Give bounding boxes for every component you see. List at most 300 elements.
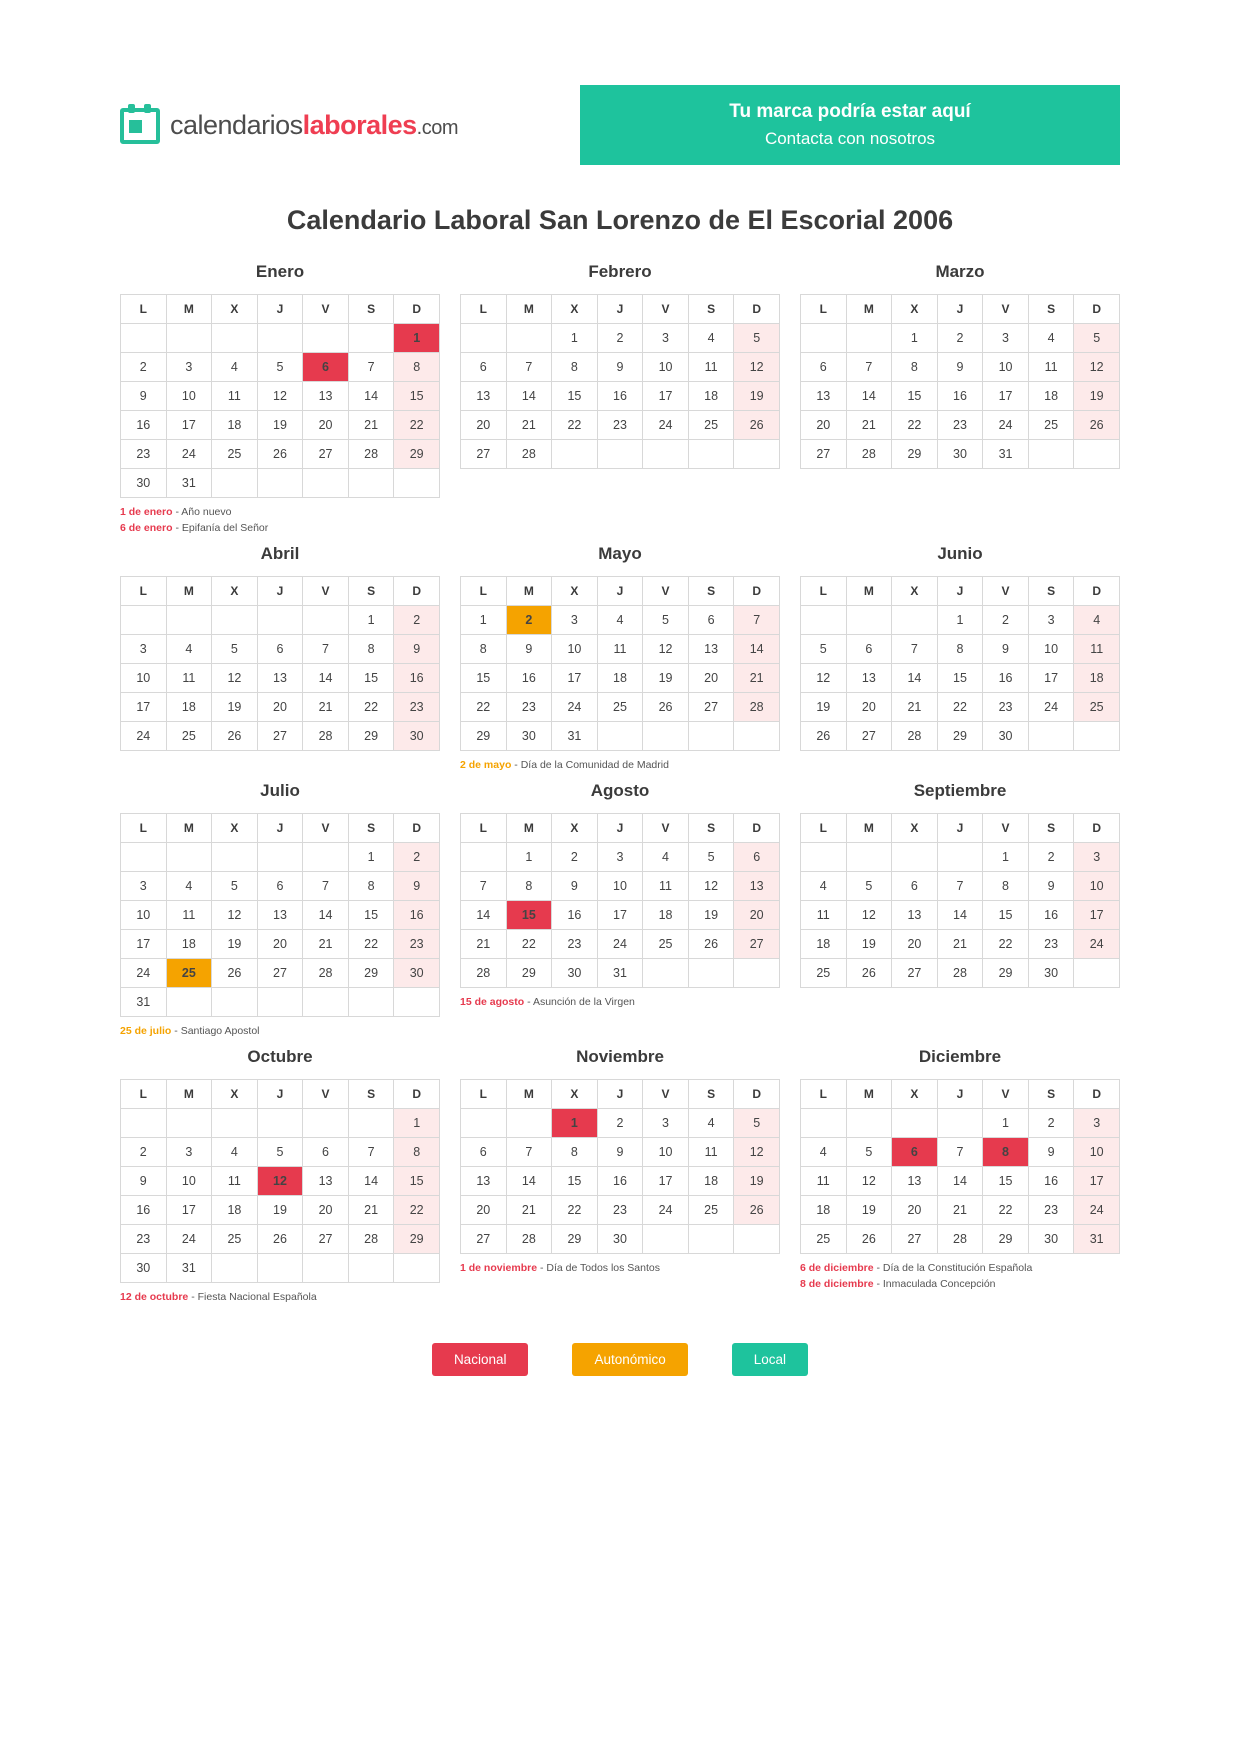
weekday-header: D (734, 1080, 780, 1109)
day-cell: 7 (937, 872, 983, 901)
week-row (461, 843, 780, 872)
month-table (800, 1079, 1120, 1254)
week-row (461, 872, 780, 901)
month-notes (800, 757, 1120, 767)
day-cell: 23 (506, 693, 552, 722)
weekday-header: X (892, 1080, 938, 1109)
sunday-cell: 20 (734, 901, 780, 930)
weekday-header: V (983, 814, 1029, 843)
empty-cell (303, 1109, 349, 1138)
empty-cell (1074, 722, 1120, 751)
empty-cell (1074, 959, 1120, 988)
day-cell: 8 (552, 1138, 598, 1167)
weekday-header: L (461, 295, 507, 324)
empty-cell (461, 324, 507, 353)
day-cell: 28 (846, 440, 892, 469)
empty-cell (506, 324, 552, 353)
day-cell: 22 (461, 693, 507, 722)
weekday-header: M (846, 814, 892, 843)
weekday-header: S (348, 577, 394, 606)
day-cell: 9 (597, 1138, 643, 1167)
day-cell: 2 (937, 324, 983, 353)
day-cell: 11 (1028, 353, 1074, 382)
day-cell: 21 (348, 1196, 394, 1225)
day-cell: 20 (688, 664, 734, 693)
empty-cell (121, 1109, 167, 1138)
holiday-cell: 2 (506, 606, 552, 635)
day-cell: 22 (892, 411, 938, 440)
month-table (120, 294, 440, 498)
month-block (120, 544, 440, 773)
weekday-header: J (597, 1080, 643, 1109)
day-cell: 10 (643, 1138, 689, 1167)
legend-chip-nac[interactable]: Nacional (432, 1343, 529, 1376)
day-cell: 25 (166, 722, 212, 751)
day-cell: 13 (846, 664, 892, 693)
month-table (460, 294, 780, 469)
week-row (461, 693, 780, 722)
day-cell: 19 (801, 693, 847, 722)
day-cell: 11 (801, 901, 847, 930)
day-cell: 5 (846, 1138, 892, 1167)
sunday-cell: 9 (394, 872, 440, 901)
day-cell: 1 (983, 843, 1029, 872)
day-cell: 4 (688, 324, 734, 353)
sunday-cell: 22 (394, 1196, 440, 1225)
weekday-header: X (892, 577, 938, 606)
day-cell: 6 (892, 872, 938, 901)
day-cell: 20 (461, 1196, 507, 1225)
day-cell: 21 (937, 930, 983, 959)
day-cell: 2 (983, 606, 1029, 635)
holiday-note-text: - Día de Todos los Santos (537, 1262, 660, 1274)
empty-cell (257, 606, 303, 635)
day-cell: 30 (937, 440, 983, 469)
sunday-cell: 8 (394, 353, 440, 382)
weekday-header: M (166, 814, 212, 843)
sunday-cell: 7 (734, 606, 780, 635)
day-cell: 21 (303, 930, 349, 959)
empty-cell (303, 843, 349, 872)
day-cell: 11 (597, 635, 643, 664)
day-cell: 21 (348, 411, 394, 440)
week-row (121, 930, 440, 959)
holiday-note (120, 504, 440, 520)
day-cell: 31 (552, 722, 598, 751)
day-cell: 14 (506, 382, 552, 411)
holiday-note (800, 1276, 1120, 1292)
day-cell: 5 (257, 353, 303, 382)
day-cell: 23 (983, 693, 1029, 722)
day-cell: 30 (121, 469, 167, 498)
holiday-note-date: 2 de mayo (460, 759, 512, 771)
day-cell: 4 (643, 843, 689, 872)
day-cell: 15 (348, 664, 394, 693)
day-cell: 29 (983, 959, 1029, 988)
day-cell: 24 (166, 440, 212, 469)
sunday-cell: 12 (734, 353, 780, 382)
day-cell: 19 (212, 930, 258, 959)
day-cell: 20 (801, 411, 847, 440)
day-cell: 19 (688, 901, 734, 930)
day-cell: 5 (688, 843, 734, 872)
week-row (121, 722, 440, 751)
day-cell: 2 (1028, 843, 1074, 872)
weekday-header: L (801, 814, 847, 843)
weekday-header: V (643, 577, 689, 606)
day-cell: 6 (461, 353, 507, 382)
day-cell: 22 (348, 693, 394, 722)
logo-text (170, 110, 458, 141)
month-block (120, 262, 440, 536)
site-logo[interactable] (120, 85, 520, 165)
weekday-header: S (348, 295, 394, 324)
day-cell: 19 (257, 1196, 303, 1225)
day-cell: 13 (461, 382, 507, 411)
day-cell: 24 (552, 693, 598, 722)
week-row (801, 635, 1120, 664)
sunday-cell: 23 (394, 693, 440, 722)
day-cell: 12 (801, 664, 847, 693)
empty-cell (166, 1109, 212, 1138)
day-cell: 1 (552, 324, 598, 353)
empty-cell (348, 1109, 394, 1138)
week-row (121, 988, 440, 1017)
sunday-cell: 21 (734, 664, 780, 693)
day-cell: 11 (801, 1167, 847, 1196)
day-cell: 22 (983, 930, 1029, 959)
weekday-header: J (257, 1080, 303, 1109)
day-cell: 4 (801, 1138, 847, 1167)
empty-cell (892, 606, 938, 635)
weekday-header: S (688, 814, 734, 843)
day-cell: 25 (212, 1225, 258, 1254)
week-row (801, 324, 1120, 353)
day-cell: 11 (166, 901, 212, 930)
day-cell: 6 (257, 872, 303, 901)
weekday-header: M (506, 295, 552, 324)
holiday-note-text: - Día de la Comunidad de Madrid (511, 759, 669, 771)
day-cell: 4 (801, 872, 847, 901)
month-name: Marzo (935, 262, 985, 281)
day-cell: 10 (166, 1167, 212, 1196)
empty-cell (688, 1225, 734, 1254)
day-cell: 27 (257, 959, 303, 988)
month-table (120, 813, 440, 1017)
day-cell: 1 (892, 324, 938, 353)
holiday-note (120, 520, 440, 536)
day-cell: 7 (303, 635, 349, 664)
month-notes (460, 757, 780, 773)
day-cell: 21 (937, 1196, 983, 1225)
sunday-cell: 2 (394, 843, 440, 872)
sunday-cell: 16 (394, 664, 440, 693)
day-cell: 3 (1028, 606, 1074, 635)
sunday-cell: 19 (734, 1167, 780, 1196)
weekday-header: J (597, 295, 643, 324)
weekday-header: D (394, 295, 440, 324)
day-cell: 23 (937, 411, 983, 440)
day-cell: 27 (801, 440, 847, 469)
day-cell: 23 (597, 1196, 643, 1225)
weekday-header: D (1074, 814, 1120, 843)
day-cell: 30 (506, 722, 552, 751)
weekday-header: D (734, 295, 780, 324)
day-cell: 18 (1028, 382, 1074, 411)
day-cell: 26 (801, 722, 847, 751)
month-table (120, 576, 440, 751)
empty-cell (937, 1109, 983, 1138)
weekday-header: V (303, 577, 349, 606)
weekday-header: M (846, 295, 892, 324)
month-block (800, 1047, 1120, 1305)
day-cell: 19 (212, 693, 258, 722)
sunday-cell: 28 (734, 693, 780, 722)
month-notes (120, 1023, 440, 1039)
month-table (460, 1079, 780, 1254)
day-cell: 18 (688, 1167, 734, 1196)
week-row (801, 440, 1120, 469)
weekday-header: S (688, 295, 734, 324)
month-block (460, 781, 780, 1039)
day-cell: 21 (506, 411, 552, 440)
weekday-header: J (257, 295, 303, 324)
week-row (121, 693, 440, 722)
week-row (801, 901, 1120, 930)
day-cell: 24 (643, 1196, 689, 1225)
empty-cell (846, 1109, 892, 1138)
week-row (461, 353, 780, 382)
holiday-note-text: - Año nuevo (172, 506, 232, 518)
empty-cell (643, 959, 689, 988)
weekday-header: X (212, 577, 258, 606)
day-cell: 21 (303, 693, 349, 722)
sunday-cell: 2 (394, 606, 440, 635)
day-cell: 19 (846, 930, 892, 959)
day-cell: 15 (983, 1167, 1029, 1196)
empty-cell (257, 988, 303, 1017)
day-cell: 7 (348, 1138, 394, 1167)
empty-cell (348, 469, 394, 498)
day-cell: 30 (1028, 959, 1074, 988)
month-notes (460, 475, 780, 485)
day-cell: 12 (846, 901, 892, 930)
week-row (461, 1138, 780, 1167)
day-cell: 4 (1028, 324, 1074, 353)
weekday-header: X (212, 814, 258, 843)
day-cell: 17 (121, 693, 167, 722)
empty-cell (846, 606, 892, 635)
week-row (801, 872, 1120, 901)
weekday-header: M (846, 1080, 892, 1109)
day-cell: 8 (983, 872, 1029, 901)
day-cell: 30 (597, 1225, 643, 1254)
sunday-cell: 9 (394, 635, 440, 664)
weekday-header: L (461, 577, 507, 606)
holiday-cell: 1 (552, 1109, 598, 1138)
day-cell: 13 (461, 1167, 507, 1196)
day-cell: 15 (892, 382, 938, 411)
empty-cell (212, 469, 258, 498)
weekday-header: X (892, 295, 938, 324)
month-block (120, 781, 440, 1039)
day-cell: 19 (643, 664, 689, 693)
day-cell: 6 (688, 606, 734, 635)
weekday-header: S (688, 577, 734, 606)
week-row (121, 664, 440, 693)
day-cell: 17 (643, 1167, 689, 1196)
day-cell: 8 (892, 353, 938, 382)
day-cell: 16 (597, 382, 643, 411)
weekday-header: X (552, 814, 598, 843)
legend-chip-aut[interactable]: Autonómico (572, 1343, 687, 1376)
empty-cell (734, 440, 780, 469)
weekday-header: V (983, 295, 1029, 324)
day-cell: 20 (892, 1196, 938, 1225)
weekday-header: D (1074, 295, 1120, 324)
month-name: Septiembre (913, 781, 1007, 800)
weekday-header: M (846, 577, 892, 606)
day-cell: 29 (506, 959, 552, 988)
sunday-cell: 15 (394, 382, 440, 411)
empty-cell (212, 988, 258, 1017)
empty-cell (461, 1109, 507, 1138)
empty-cell (506, 1109, 552, 1138)
day-cell: 4 (166, 635, 212, 664)
week-row (801, 1109, 1120, 1138)
day-cell: 22 (552, 411, 598, 440)
holiday-note-text: - Día de la Constitución Española (873, 1262, 1033, 1274)
day-cell: 13 (303, 1167, 349, 1196)
month-table (800, 813, 1120, 988)
day-cell: 22 (348, 930, 394, 959)
day-cell: 3 (121, 872, 167, 901)
day-cell: 6 (257, 635, 303, 664)
day-cell: 26 (688, 930, 734, 959)
day-cell: 8 (461, 635, 507, 664)
day-cell: 29 (983, 1225, 1029, 1254)
day-cell: 21 (846, 411, 892, 440)
empty-cell (643, 1225, 689, 1254)
weekday-header: X (552, 1080, 598, 1109)
day-cell: 5 (801, 635, 847, 664)
empty-cell (257, 1109, 303, 1138)
month-block (460, 1047, 780, 1305)
day-cell: 11 (643, 872, 689, 901)
day-cell: 20 (303, 411, 349, 440)
day-cell: 30 (983, 722, 1029, 751)
day-cell: 23 (1028, 1196, 1074, 1225)
empty-cell (303, 988, 349, 1017)
day-cell: 17 (597, 901, 643, 930)
day-cell: 31 (983, 440, 1029, 469)
week-row (801, 843, 1120, 872)
day-cell: 15 (552, 1167, 598, 1196)
day-cell: 29 (937, 722, 983, 751)
ad-banner[interactable] (580, 85, 1120, 165)
day-cell: 13 (688, 635, 734, 664)
sunday-cell: 19 (734, 382, 780, 411)
holiday-note-text: - Epifanía del Señor (172, 522, 269, 534)
empty-cell (257, 1254, 303, 1283)
day-cell: 3 (643, 324, 689, 353)
week-row (801, 664, 1120, 693)
day-cell: 30 (121, 1254, 167, 1283)
holiday-note-date: 1 de noviembre (460, 1262, 538, 1274)
day-cell: 18 (801, 1196, 847, 1225)
day-cell: 7 (348, 353, 394, 382)
day-cell: 5 (212, 635, 258, 664)
day-cell: 29 (348, 722, 394, 751)
holiday-note (120, 1289, 440, 1305)
week-row (801, 722, 1120, 751)
week-row (461, 1167, 780, 1196)
day-cell: 11 (688, 1138, 734, 1167)
empty-cell (597, 440, 643, 469)
holiday-note (460, 1260, 780, 1276)
empty-cell (688, 440, 734, 469)
day-cell: 15 (983, 901, 1029, 930)
day-cell: 16 (506, 664, 552, 693)
weekday-header: J (257, 577, 303, 606)
weekday-header: D (394, 1080, 440, 1109)
weekday-header: S (1028, 1080, 1074, 1109)
day-cell: 23 (121, 440, 167, 469)
empty-cell (166, 606, 212, 635)
weekday-header: V (983, 1080, 1029, 1109)
holiday-cell: 15 (506, 901, 552, 930)
day-cell: 31 (166, 1254, 212, 1283)
weekday-header: X (892, 814, 938, 843)
week-row (461, 635, 780, 664)
weekday-header: V (303, 1080, 349, 1109)
week-row (461, 901, 780, 930)
day-cell: 18 (166, 693, 212, 722)
empty-cell (734, 722, 780, 751)
holiday-note-text: - Santiago Apostol (171, 1025, 260, 1037)
weekday-header: L (121, 814, 167, 843)
day-cell: 18 (212, 1196, 258, 1225)
week-row (461, 1196, 780, 1225)
holiday-note-date: 25 de julio (120, 1025, 172, 1037)
legend-chip-loc[interactable]: Local (732, 1343, 808, 1376)
empty-cell (1028, 440, 1074, 469)
weekday-header: L (801, 1080, 847, 1109)
month-notes (460, 1260, 780, 1276)
calendar-icon (120, 104, 162, 146)
day-cell: 20 (257, 693, 303, 722)
weekday-header: M (166, 577, 212, 606)
day-cell: 16 (552, 901, 598, 930)
day-cell: 28 (937, 959, 983, 988)
empty-cell (212, 843, 258, 872)
day-cell: 28 (506, 440, 552, 469)
day-cell: 12 (688, 872, 734, 901)
empty-cell (303, 606, 349, 635)
day-cell: 24 (597, 930, 643, 959)
day-cell: 6 (303, 1138, 349, 1167)
weekday-header: M (506, 814, 552, 843)
day-cell: 4 (166, 872, 212, 901)
day-cell: 27 (892, 959, 938, 988)
day-cell: 14 (303, 664, 349, 693)
day-cell: 13 (257, 901, 303, 930)
sunday-cell: 6 (734, 843, 780, 872)
day-cell: 20 (461, 411, 507, 440)
day-cell: 3 (552, 606, 598, 635)
day-cell: 24 (166, 1225, 212, 1254)
month-name: Agosto (590, 781, 650, 800)
